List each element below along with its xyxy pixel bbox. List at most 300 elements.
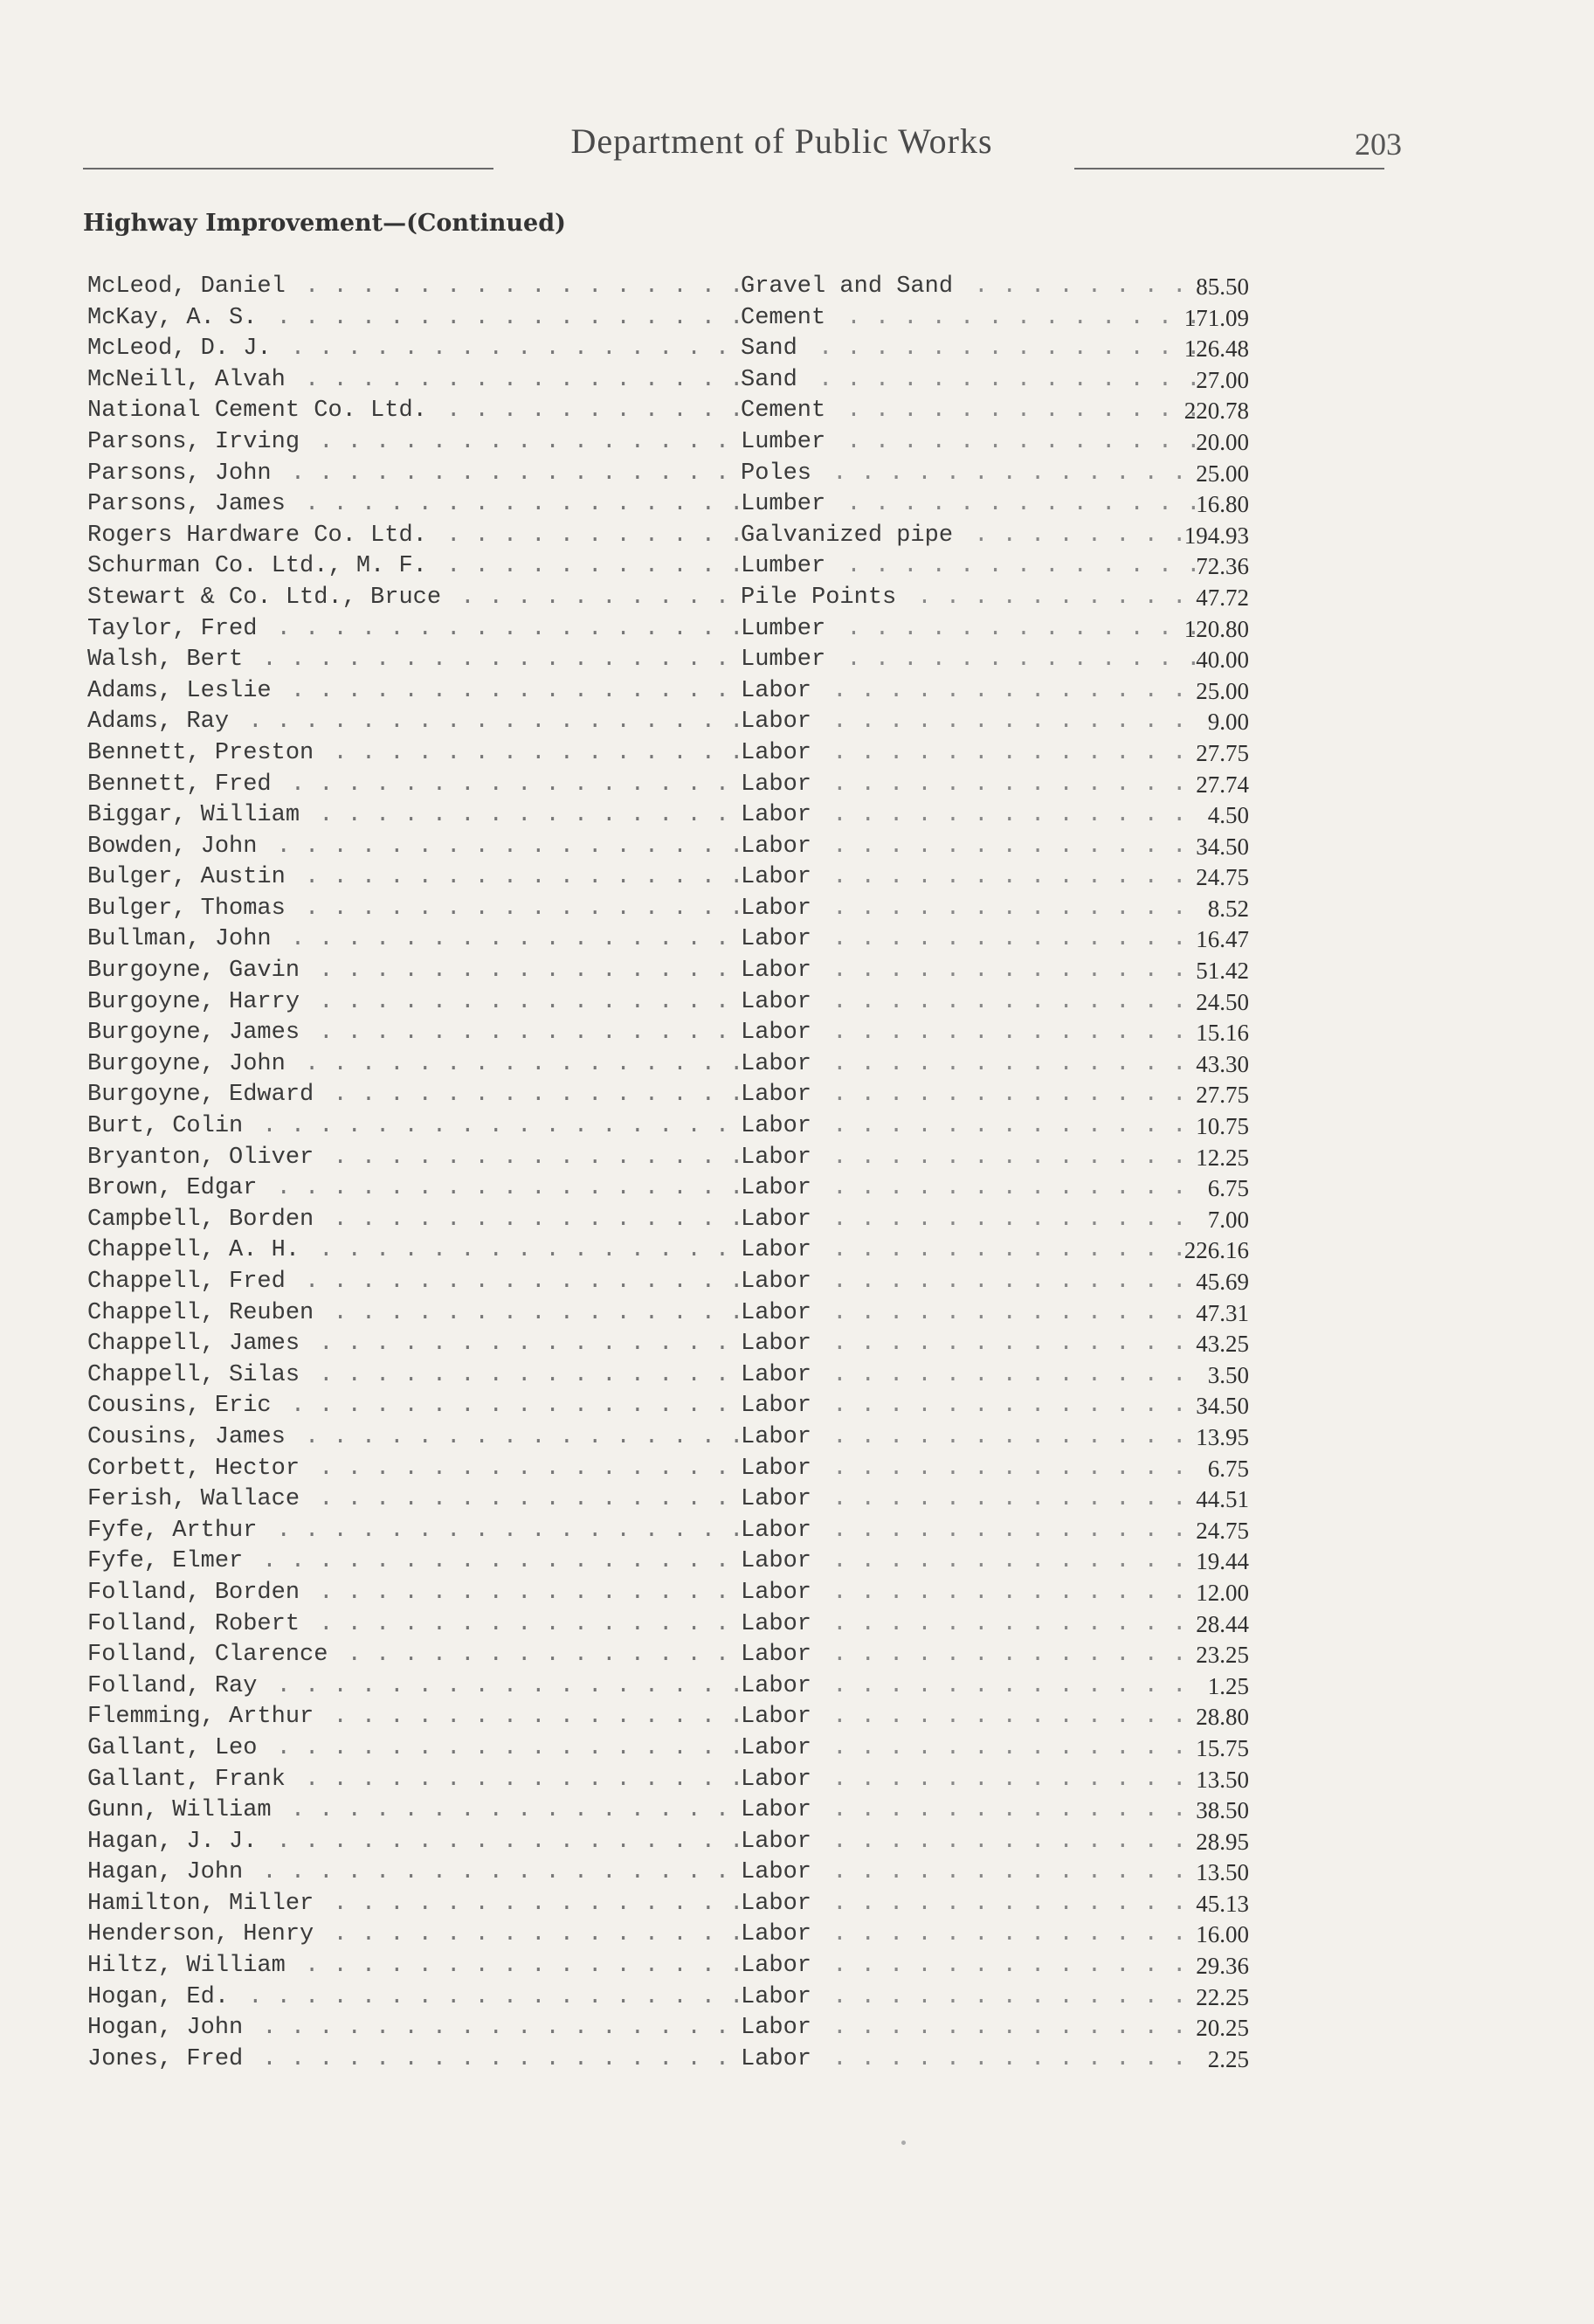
list-item [87, 1454, 1249, 1485]
item-leader [741, 1143, 1195, 1174]
item-description: Labor [741, 1300, 818, 1326]
header-rule-left [83, 168, 493, 169]
item-leader [741, 1982, 1195, 2014]
item-leader [741, 738, 1195, 770]
payee-leader [87, 272, 738, 303]
list-item [87, 1173, 1249, 1205]
item-leader [741, 956, 1195, 987]
payee-leader [87, 1919, 738, 1951]
item-leader [741, 1919, 1195, 1951]
item-leader [741, 334, 1195, 365]
item-leader [741, 894, 1195, 925]
item-description: Lumber [741, 491, 832, 517]
payee-name: Bullman, John [87, 926, 277, 952]
section-heading: Highway Improvement—(Continued) [83, 210, 566, 237]
item-description: Labor [741, 2046, 818, 2072]
item-description: Labor [741, 989, 818, 1015]
item-leader [741, 1795, 1195, 1827]
payee-leader [87, 987, 738, 1019]
item-description: Labor [741, 1673, 818, 1699]
item-leader [741, 365, 1195, 397]
payee-name: Adams, Leslie [87, 678, 277, 704]
amount: 9.00 [1207, 709, 1249, 736]
item-leader [741, 707, 1195, 738]
item-leader [741, 272, 1195, 303]
item-leader [741, 427, 1195, 459]
expenditure-list [87, 272, 1249, 2075]
item-description: Labor [741, 1082, 818, 1108]
payee-name: Henderson, Henry [87, 1921, 319, 1947]
list-item [87, 1889, 1249, 1920]
item-leader [741, 1422, 1195, 1454]
amount: 27.75 [1196, 739, 1249, 766]
list-item [87, 1857, 1249, 1889]
amount: 27.74 [1196, 771, 1249, 798]
payee-leader [87, 1609, 738, 1641]
list-item [87, 1018, 1249, 1049]
payee-name: McLeod, Daniel [87, 273, 291, 300]
payee-leader [87, 1578, 738, 1609]
payee-name: Burt, Colin [87, 1113, 248, 1139]
amount: 16.47 [1196, 926, 1249, 953]
list-item [87, 551, 1249, 583]
amount: 29.36 [1196, 1953, 1249, 1980]
payee-leader [87, 1765, 738, 1796]
item-description: Labor [741, 1704, 818, 1730]
item-description: Labor [741, 1207, 818, 1233]
list-item [87, 583, 1249, 614]
payee-name: Cousins, Eric [87, 1393, 277, 1419]
item-description: Labor [741, 1051, 818, 1077]
list-item [87, 1080, 1249, 1111]
item-description: Labor [741, 864, 818, 890]
list-item [87, 1702, 1249, 1733]
item-leader [741, 1454, 1195, 1485]
payee-name: Jones, Fred [87, 2046, 248, 2072]
list-item [87, 1360, 1249, 1392]
payee-leader [87, 489, 738, 521]
item-leader [741, 1235, 1195, 1267]
payee-name: Hogan, Ed. [87, 1984, 234, 2010]
item-leader [741, 676, 1195, 708]
item-leader [741, 489, 1195, 521]
item-leader [741, 1360, 1195, 1392]
amount: 6.75 [1207, 1175, 1249, 1202]
list-item [87, 987, 1249, 1019]
item-leader [741, 1484, 1195, 1516]
item-leader [741, 614, 1195, 646]
payee-leader [87, 1546, 738, 1578]
payee-name: Burgoyne, Harry [87, 989, 305, 1015]
item-description: Lumber [741, 647, 832, 673]
payee-leader [87, 1733, 738, 1765]
payee-name: Chappell, Silas [87, 1362, 305, 1388]
paper-speck [901, 2141, 906, 2145]
payee-leader [87, 1080, 738, 1111]
payee-name: Brown, Edgar [87, 1175, 262, 1201]
item-leader [741, 1733, 1195, 1765]
payee-leader [87, 1235, 738, 1267]
payee-name: Burgoyne, John [87, 1051, 291, 1077]
item-description: Labor [741, 1486, 818, 1512]
list-item [87, 1640, 1249, 1671]
payee-name: Parsons, James [87, 491, 291, 517]
item-description: Labor [741, 1331, 818, 1357]
list-item [87, 1982, 1249, 2014]
item-description: Poles [741, 460, 818, 487]
item-description: Labor [741, 1984, 818, 2010]
amount: 20.25 [1196, 2015, 1249, 2042]
item-description: Galvanized pipe [741, 522, 960, 549]
item-description: Labor [741, 1891, 818, 1917]
payee-leader [87, 645, 738, 676]
item-leader [741, 1205, 1195, 1236]
amount: 24.75 [1196, 864, 1249, 891]
item-leader [741, 551, 1195, 583]
item-description: Gravel and Sand [741, 273, 960, 300]
amount: 126.48 [1183, 335, 1249, 363]
list-item [87, 365, 1249, 397]
payee-leader [87, 1702, 738, 1733]
payee-leader [87, 862, 738, 894]
amount: 24.50 [1196, 988, 1249, 1015]
payee-leader [87, 1982, 738, 2014]
payee-leader [87, 2013, 738, 2044]
list-item [87, 1049, 1249, 1081]
item-leader [741, 1951, 1195, 1982]
item-description: Labor [741, 958, 818, 984]
payee-name: Fyfe, Elmer [87, 1548, 248, 1574]
list-item [87, 770, 1249, 801]
payee-name: Bulger, Austin [87, 864, 291, 890]
item-leader [741, 1298, 1195, 1330]
amount: 27.00 [1196, 366, 1249, 393]
item-description: Labor [741, 1362, 818, 1388]
list-item [87, 924, 1249, 956]
payee-name: Folland, Ray [87, 1673, 262, 1699]
list-item [87, 894, 1249, 925]
payee-name: Biggar, William [87, 802, 305, 828]
list-item [87, 303, 1249, 335]
payee-leader [87, 1857, 738, 1889]
list-item [87, 1391, 1249, 1422]
list-item [87, 1671, 1249, 1703]
payee-leader [87, 1111, 738, 1143]
amount: 6.75 [1207, 1455, 1249, 1482]
payee-name: Hagan, John [87, 1859, 248, 1885]
amount: 34.50 [1196, 1393, 1249, 1420]
amount: 4.50 [1207, 802, 1249, 829]
list-item [87, 1546, 1249, 1578]
list-item [87, 1111, 1249, 1143]
payee-leader [87, 956, 738, 987]
item-leader [741, 1173, 1195, 1205]
list-item [87, 1827, 1249, 1858]
item-leader [741, 1018, 1195, 1049]
payee-name: Bryanton, Oliver [87, 1145, 319, 1171]
amount: 51.42 [1196, 958, 1249, 985]
item-leader [741, 521, 1195, 552]
item-description: Cement [741, 305, 832, 331]
item-description: Lumber [741, 616, 832, 642]
amount: 28.95 [1196, 1828, 1249, 1855]
payee-leader [87, 551, 738, 583]
payee-leader [87, 770, 738, 801]
amount: 72.36 [1196, 553, 1249, 580]
payee-name: Schurman Co. Ltd., M. F. [87, 553, 432, 579]
amount: 13.95 [1196, 1423, 1249, 1450]
payee-name: Parsons, Irving [87, 429, 305, 455]
list-item [87, 2013, 1249, 2044]
payee-name: Folland, Robert [87, 1611, 305, 1637]
payee-leader [87, 2044, 738, 2076]
payee-leader [87, 427, 738, 459]
payee-leader [87, 1484, 738, 1516]
payee-leader [87, 334, 738, 365]
payee-name: Rogers Hardware Co. Ltd. [87, 522, 432, 549]
payee-name: Burgoyne, Gavin [87, 958, 305, 984]
list-item [87, 676, 1249, 708]
payee-name: Burgoyne, James [87, 1020, 305, 1046]
list-item [87, 427, 1249, 459]
item-leader [741, 1546, 1195, 1578]
item-description: Labor [741, 1424, 818, 1450]
payee-name: Burgoyne, Edward [87, 1082, 319, 1108]
item-leader [741, 1640, 1195, 1671]
item-leader [741, 1702, 1195, 1733]
list-item [87, 1298, 1249, 1330]
list-item [87, 707, 1249, 738]
payee-leader [87, 924, 738, 956]
payee-leader [87, 707, 738, 738]
item-description: Labor [741, 1859, 818, 1885]
amount: 45.69 [1196, 1269, 1249, 1295]
payee-name: Gunn, William [87, 1797, 277, 1823]
item-leader [741, 1049, 1195, 1081]
payee-leader [87, 1298, 738, 1330]
payee-name: Campbell, Borden [87, 1207, 319, 1233]
payee-name: Chappell, James [87, 1331, 305, 1357]
payee-name: Stewart & Co. Ltd., Bruce [87, 584, 446, 611]
amount: 171.09 [1183, 304, 1249, 331]
item-description: Sand [741, 335, 804, 362]
payee-leader [87, 1640, 738, 1671]
list-item [87, 334, 1249, 365]
item-description: Labor [741, 709, 818, 735]
payee-leader [87, 1795, 738, 1827]
item-description: Labor [741, 1642, 818, 1668]
list-item [87, 738, 1249, 770]
item-description: Labor [741, 1767, 818, 1793]
item-leader [741, 2013, 1195, 2044]
amount: 13.50 [1196, 1766, 1249, 1793]
item-description: Labor [741, 1020, 818, 1046]
amount: 12.25 [1196, 1144, 1249, 1171]
list-item [87, 489, 1249, 521]
payee-name: McKay, A. S. [87, 305, 262, 331]
payee-name: Corbett, Hector [87, 1456, 305, 1482]
amount: 23.25 [1196, 1642, 1249, 1669]
list-item [87, 272, 1249, 303]
item-leader [741, 1609, 1195, 1641]
item-leader [741, 459, 1195, 490]
payee-name: Folland, Clarence [87, 1642, 333, 1668]
amount: 120.80 [1183, 615, 1249, 642]
list-item [87, 1919, 1249, 1951]
payee-name: Cousins, James [87, 1424, 291, 1450]
payee-leader [87, 1329, 738, 1360]
amount: 194.93 [1183, 522, 1249, 549]
payee-leader [87, 1391, 738, 1422]
item-leader [741, 645, 1195, 676]
item-leader [741, 862, 1195, 894]
page-number: 203 [1355, 127, 1402, 162]
payee-leader [87, 738, 738, 770]
payee-leader [87, 1143, 738, 1174]
amount: 220.78 [1183, 398, 1249, 425]
list-item [87, 1733, 1249, 1765]
amount: 19.44 [1196, 1548, 1249, 1575]
item-leader [741, 770, 1195, 801]
amount: 40.00 [1196, 647, 1249, 674]
item-leader [741, 1329, 1195, 1360]
page-title: Department of Public Works [570, 121, 993, 161]
list-item [87, 1329, 1249, 1360]
amount: 45.13 [1196, 1890, 1249, 1917]
item-description: Labor [741, 1518, 818, 1544]
list-item [87, 1609, 1249, 1641]
list-item [87, 521, 1249, 552]
item-description: Labor [741, 2015, 818, 2041]
item-description: Labor [741, 833, 818, 860]
payee-name: Walsh, Bert [87, 647, 248, 673]
payee-name: Hiltz, William [87, 1953, 291, 1979]
amount: 7.00 [1207, 1206, 1249, 1233]
item-description: Labor [741, 1237, 818, 1263]
list-item [87, 1484, 1249, 1516]
item-description: Labor [741, 1113, 818, 1139]
amount: 47.31 [1196, 1299, 1249, 1326]
item-description: Labor [741, 771, 818, 798]
payee-leader [87, 303, 738, 335]
list-item [87, 1267, 1249, 1298]
payee-name: Bulger, Thomas [87, 896, 291, 922]
amount: 20.00 [1196, 428, 1249, 455]
item-description: Labor [741, 1953, 818, 1979]
payee-leader [87, 1173, 738, 1205]
item-description: Labor [741, 1393, 818, 1419]
payee-leader [87, 1205, 738, 1236]
payee-leader [87, 459, 738, 490]
amount: 85.50 [1196, 273, 1249, 300]
list-item [87, 396, 1249, 427]
item-description: Labor [741, 1548, 818, 1574]
payee-leader [87, 1360, 738, 1392]
item-description: Labor [741, 802, 818, 828]
payee-name: Chappell, Fred [87, 1269, 291, 1295]
amount: 43.30 [1196, 1050, 1249, 1077]
item-leader [741, 1516, 1195, 1547]
item-leader [741, 303, 1195, 335]
item-leader [741, 1765, 1195, 1796]
payee-leader [87, 1454, 738, 1485]
payee-name: Parsons, John [87, 460, 277, 487]
list-item [87, 1795, 1249, 1827]
amount: 22.25 [1196, 1983, 1249, 2010]
amount: 10.75 [1196, 1113, 1249, 1140]
item-description: Pile Points [741, 584, 903, 611]
payee-leader [87, 1422, 738, 1454]
header-rule-right [1074, 168, 1384, 169]
item-leader [741, 1671, 1195, 1703]
payee-name: Bowden, John [87, 833, 262, 860]
item-description: Labor [741, 740, 818, 766]
payee-name: Flemming, Arthur [87, 1704, 319, 1730]
item-leader [741, 832, 1195, 863]
payee-leader [87, 832, 738, 863]
amount: 34.50 [1196, 833, 1249, 860]
payee-leader [87, 800, 738, 832]
list-item [87, 645, 1249, 676]
item-leader [741, 1578, 1195, 1609]
list-item [87, 1143, 1249, 1174]
payee-leader [87, 1889, 738, 1920]
item-description: Lumber [741, 553, 832, 579]
payee-name: McNeill, Alvah [87, 367, 291, 393]
payee-leader [87, 614, 738, 646]
item-leader [741, 1857, 1195, 1889]
amount: 38.50 [1196, 1797, 1249, 1824]
item-description: Sand [741, 367, 804, 393]
item-leader [741, 396, 1195, 427]
amount: 15.16 [1196, 1020, 1249, 1047]
payee-leader [87, 396, 738, 427]
payee-name: Gallant, Frank [87, 1767, 291, 1793]
amount: 1.25 [1207, 1672, 1249, 1699]
item-leader [741, 1267, 1195, 1298]
amount: 2.25 [1207, 2045, 1249, 2072]
item-description: Labor [741, 1921, 818, 1947]
amount: 8.52 [1207, 895, 1249, 922]
payee-name: Hogan, John [87, 2015, 248, 2041]
amount: 16.80 [1196, 491, 1249, 518]
item-description: Labor [741, 1829, 818, 1855]
payee-leader [87, 1516, 738, 1547]
payee-leader [87, 521, 738, 552]
amount: 47.72 [1196, 584, 1249, 611]
payee-leader [87, 676, 738, 708]
payee-name: Bennett, Preston [87, 740, 319, 766]
item-description: Lumber [741, 429, 832, 455]
item-leader [741, 924, 1195, 956]
payee-name: Hagan, J. J. [87, 1829, 262, 1855]
amount: 44.51 [1196, 1486, 1249, 1513]
item-description: Labor [741, 1580, 818, 1606]
payee-name: Fyfe, Arthur [87, 1518, 262, 1544]
item-description: Labor [741, 1797, 818, 1823]
item-description: Labor [741, 1735, 818, 1761]
item-description: Labor [741, 896, 818, 922]
payee-name: Chappell, A. H. [87, 1237, 305, 1263]
item-leader [741, 1889, 1195, 1920]
payee-name: Ferish, Wallace [87, 1486, 305, 1512]
item-leader [741, 1827, 1195, 1858]
amount: 28.80 [1196, 1704, 1249, 1731]
payee-name: National Cement Co. Ltd. [87, 398, 432, 424]
payee-leader [87, 894, 738, 925]
amount: 27.75 [1196, 1082, 1249, 1109]
list-item [87, 459, 1249, 490]
